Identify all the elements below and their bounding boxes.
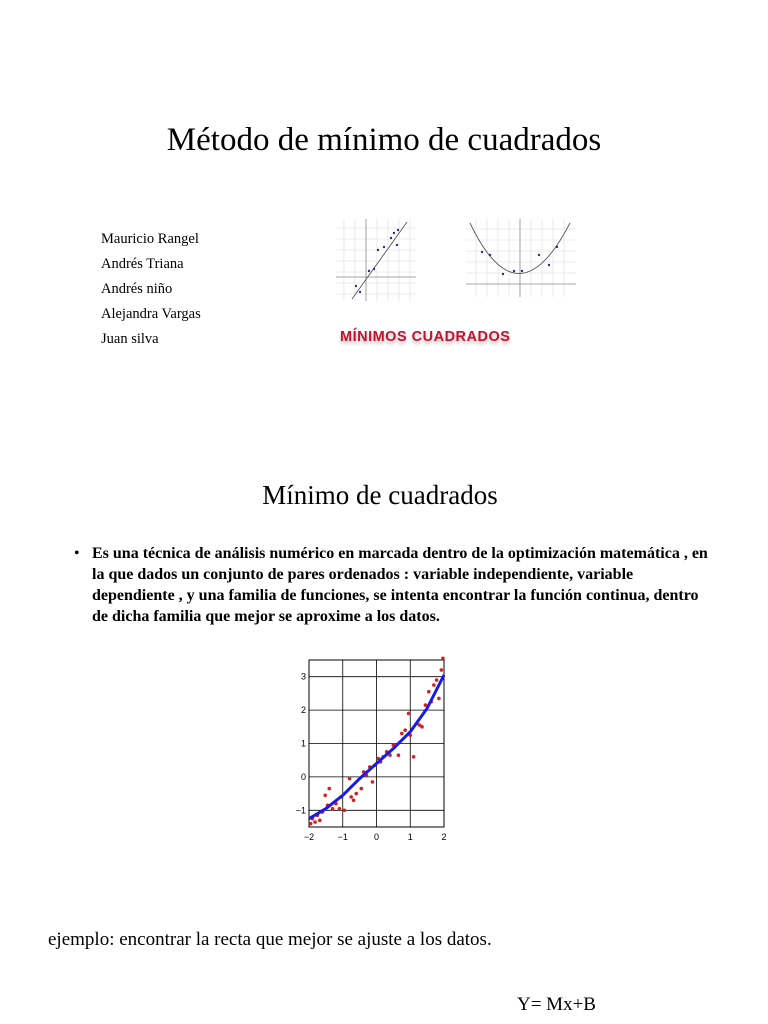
x-tick-label: 1 [407,832,413,842]
data-point [352,798,356,802]
x-tick-label: 0 [373,832,380,842]
data-point [313,820,317,824]
data-point [338,807,342,811]
data-point [407,712,411,716]
author-name: Andrés niño [101,281,173,297]
line-equation: Y= Mx+B [517,994,596,1015]
parabolic-fit-thumbnail [466,219,576,297]
author-name: Mauricio Rangel [101,231,199,247]
data-point [349,795,353,799]
bullet-item [74,543,714,627]
example-text: ejemplo: encontrar la recta que mejor se ajuste a los datos. [48,929,492,950]
data-point [440,668,444,672]
data-point [427,690,431,694]
least-squares-banner: MÍNIMOS CUADRADOS [340,329,511,345]
y-tick-label: 0 [300,771,306,782]
section-title: Mínimo de cuadrados [262,480,498,510]
y-tick-label: 2 [300,705,306,716]
data-point [354,792,358,796]
y-tick-label: −1 [295,805,306,816]
data-point [420,725,424,729]
data-point [371,780,375,784]
data-point [327,787,331,791]
data-point [432,683,436,687]
data-point [397,753,401,757]
x-tick-label: 2 [441,832,447,842]
data-point [435,678,439,682]
data-point [343,809,347,813]
author-name: Juan silva [101,331,159,347]
x-tick-label: −1 [337,832,348,842]
author-list [101,229,201,354]
linear-fit-thumbnail [336,219,416,301]
bullet-symbol: • [74,545,80,562]
data-point [360,787,364,791]
data-point [323,793,327,797]
y-tick-label: 3 [300,671,306,682]
x-tick-label: −2 [303,832,315,842]
definition-text: Es una técnica de análisis numérico en marcada dentro de la optimización matemática , en la que dados un conjunto de pares ordenados : variable independiente, variable dependiente , y una familia de funciones, se intenta encontrar la función continua, dentro de dicha familia que mejor se aproxime a los datos. [92,545,708,625]
data-point [403,728,407,732]
scatter-chart [292,655,454,847]
data-point [441,657,445,661]
data-point [309,822,313,826]
data-point [437,697,441,701]
data-point [400,732,404,736]
author-name: Andrés Triana [101,256,184,272]
data-point [331,807,335,811]
data-point [412,755,416,759]
data-point [318,819,322,823]
slide-title: Método de mínimo de cuadrados [166,122,602,158]
y-tick-label: 1 [300,738,306,749]
data-point [348,777,352,781]
author-name: Alejandra Vargas [101,306,201,322]
